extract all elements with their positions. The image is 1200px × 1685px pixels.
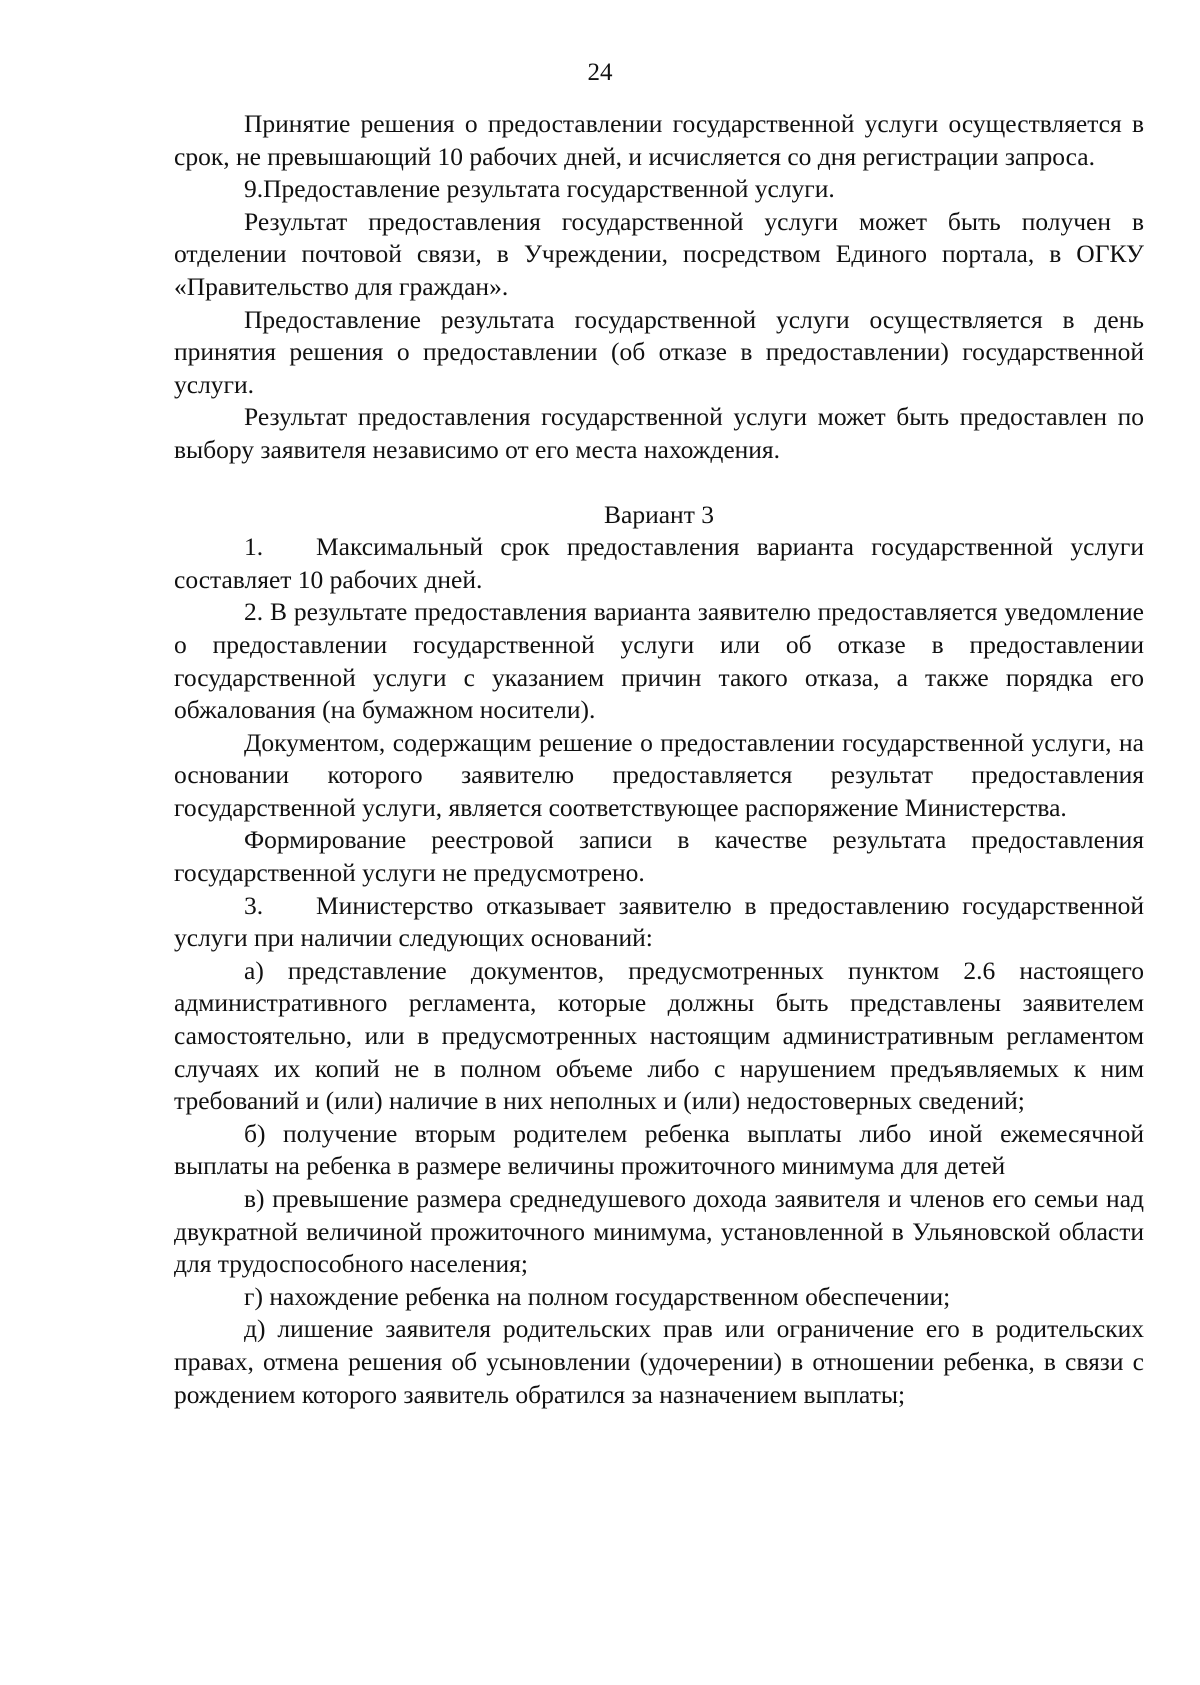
variant-item-3-number: 3.	[244, 890, 264, 920]
variant-item-1	[174, 531, 1144, 596]
decision-term-paragraph: Принятие решения о предоставлении государственной услуги осуществляется в срок, не превышающий 10 рабочих дней, и исчисляется со дня регистрации запроса.	[174, 109, 1144, 171]
variant-item-2: 2. В результате предоставления варианта заявителю предоставляется уведомление о предоставлении государственной услуги или об отказе в предоставлении государственной услуги с указанием причин такого отказа, а также порядка его обжалования (на бумажном носители).	[174, 597, 1144, 725]
refusal-ground-d: д) лишение заявителя родительских прав или ограничение его в родительских правах, отмена решения об усыновлении (удочерении) в отношении ребенка, в связи с рождением которого заявитель обратился за назначением выплаты;	[174, 1314, 1144, 1409]
variant-item-1-number: 1.	[244, 532, 264, 562]
variant-heading: Вариант 3	[604, 499, 714, 529]
registry-record-paragraph: Формирование реестровой записи в качестве результата предоставления государственной услуги не предусмотрено.	[174, 825, 1144, 888]
document-body	[174, 108, 1144, 1411]
result-location-paragraph: Результат предоставления государственной услуги может быть предоставлен по выбору заявителя независимо от его места нахождения.	[174, 402, 1144, 464]
refusal-ground-b: б) получение вторым родителем ребенка выплаты либо иной ежемесячной выплаты на ребенка в размере величины прожиточного минимума для детей	[174, 1118, 1144, 1181]
variant-item-3-text: Министерство отказывает заявителю в предоставлению государственной услуги при наличии следующих оснований:	[174, 890, 1144, 953]
refusal-ground-a: а) представление документов, предусмотренных пунктом 2.6 настоящего административного регламента, которые должны быть представлены заявителем самостоятельно, или в предусмотренных настоящим административным регламентом случаях их копий не в полном объеме либо с нарушением предъявляемых к ним требований и (или) наличие в них неполных и (или) недостоверных сведений;	[174, 955, 1144, 1116]
refusal-ground-v: в) превышение размера среднедушевого дохода заявителя и членов его семьи над двукратной величиной прожиточного минимума, установленной в Ульяновской области для трудоспособного населения;	[174, 1184, 1144, 1279]
refusal-ground-g: г) нахождение ребенка на полном государственном обеспечении;	[244, 1281, 951, 1311]
result-timing-paragraph: Предоставление результата государственной услуги осуществляется в день принятия решения о предоставлении (об отказе в предоставлении) государственной услуги.	[174, 304, 1144, 399]
result-channels-paragraph: Результат предоставления государственной услуги может быть получен в отделении почтовой связи, в Учреждении, посредством Единого портала, в ОГКУ «Правительство для граждан».	[174, 206, 1144, 301]
variant-item-3	[174, 890, 1144, 955]
section-9-heading: 9.Предоставление результата государственной услуги.	[244, 174, 835, 204]
decision-document-paragraph: Документом, содержащим решение о предоставлении государственной услуги, на основании которого заявителю предоставляется результат предоставления государственной услуги, является соответствующее распоряжение Министерства.	[174, 727, 1144, 822]
variant-item-1-text: Максимальный срок предоставления варианта государственной услуги составляет 10 рабочих дней.	[174, 532, 1144, 594]
page-number: 24	[587, 59, 613, 86]
